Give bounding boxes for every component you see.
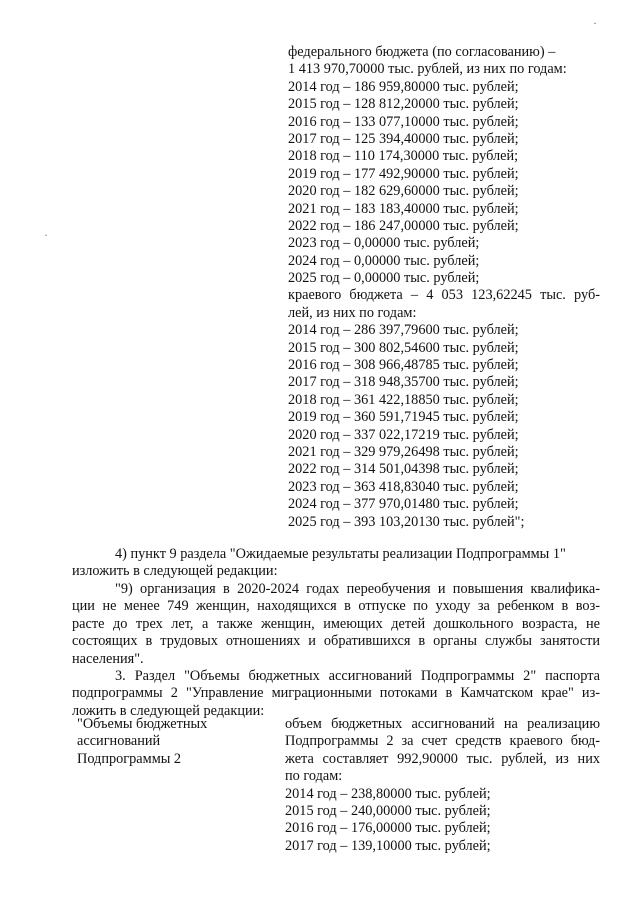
text-line: Подпрограммы 2 bbox=[77, 750, 182, 767]
text-line: состоящих в трудовых отношениях и обратившихся в органы службы занятости bbox=[72, 633, 600, 650]
text-line: 1 413 970,70000 тыс. рублей, из них по годам: bbox=[288, 61, 567, 78]
text-line: 2016 год – 133 077,10000 тыс. рублей; bbox=[288, 113, 519, 130]
text-line: 2020 год – 182 629,60000 тыс. рублей; bbox=[288, 183, 519, 200]
text-line: 2021 год – 183 183,40000 тыс. рублей; bbox=[288, 200, 519, 217]
text-line: ассигнований bbox=[77, 733, 161, 750]
text-line: 2016 год – 308 966,48785 тыс. рублей; bbox=[288, 357, 519, 374]
text-line: "Объемы бюджетных bbox=[77, 716, 208, 732]
text-line: 2025 год – 0,00000 тыс. рублей; bbox=[288, 270, 480, 287]
scan-speck: · bbox=[44, 228, 48, 242]
text-line: 2019 год – 177 492,90000 тыс. рублей; bbox=[288, 165, 519, 182]
text-line: краевого бюджета – 4 053 123,62245 тыс. руб- bbox=[288, 287, 600, 304]
text-line: ции не менее 749 женщин, находящихся в отпуске по уходу за ребенком в воз- bbox=[72, 598, 600, 615]
text-line: населения". bbox=[72, 650, 144, 667]
text-line: 2019 год – 360 591,71945 тыс. рублей; bbox=[288, 409, 519, 426]
text-line: ложить в следующей редакции: bbox=[72, 702, 265, 719]
item-4-paragraph bbox=[72, 546, 600, 581]
text-line: 2015 год – 128 812,20000 тыс. рублей; bbox=[288, 96, 519, 113]
budget-continuation-column bbox=[288, 44, 600, 531]
text-line: 2023 год – 0,00000 тыс. рублей; bbox=[288, 235, 480, 252]
section-3-paragraph bbox=[72, 668, 600, 720]
text-line: 2017 год – 139,10000 тыс. рублей; bbox=[285, 837, 491, 854]
text-line: 2015 год – 300 802,54600 тыс. рублей; bbox=[288, 339, 519, 356]
text-line: 2017 год – 318 948,35700 тыс. рублей; bbox=[288, 374, 519, 391]
text-line: 2024 год – 0,00000 тыс. рублей; bbox=[288, 252, 480, 269]
text-line: подпрограммы 2 "Управление миграционными потоками в Камчатском крае" из- bbox=[72, 685, 600, 702]
text-line: 2024 год – 377 970,01480 тыс. рублей; bbox=[288, 496, 519, 513]
text-line: 2020 год – 337 022,17219 тыс. рублей; bbox=[288, 426, 519, 443]
text-line: 2023 год – 363 418,83040 тыс. рублей; bbox=[288, 478, 519, 495]
text-line: 2014 год – 238,80000 тыс. рублей; bbox=[285, 785, 491, 802]
text-line: расте до трех лет, а также женщин, имеющих детей дошкольного возраста, не bbox=[72, 615, 600, 632]
text-line: 2022 год – 186 247,00000 тыс. рублей; bbox=[288, 217, 519, 234]
text-line: жета составляет 992,90000 тыс. рублей, из них bbox=[285, 750, 600, 767]
text-line: 2025 год – 393 103,20130 тыс. рублей"; bbox=[288, 513, 525, 530]
text-line: лей, из них по годам: bbox=[288, 304, 417, 321]
text-line: объем бюджетных ассигнований на реализацию bbox=[285, 716, 600, 732]
table-left-cell bbox=[77, 716, 267, 768]
text-line: 2016 год – 176,00000 тыс. рублей; bbox=[285, 820, 491, 837]
text-line: 4) пункт 9 раздела "Ожидаемые результаты реализации Подпрограммы 1" bbox=[115, 546, 566, 562]
text-line: 2014 год – 286 397,79600 тыс. рублей; bbox=[288, 322, 519, 339]
scan-speck: · bbox=[593, 16, 597, 30]
item-9-paragraph bbox=[72, 581, 600, 668]
text-line: Подпрограммы 2 за счет средств краевого бюд- bbox=[285, 733, 600, 750]
text-line: по годам: bbox=[285, 768, 343, 785]
table-right-cell bbox=[285, 716, 600, 855]
text-line: 2018 год – 110 174,30000 тыс. рублей; bbox=[288, 148, 519, 165]
text-line: 2018 год – 361 422,18850 тыс. рублей; bbox=[288, 391, 519, 408]
text-line: 2022 год – 314 501,04398 тыс. рублей; bbox=[288, 461, 519, 478]
text-line: "9) организация в 2020-2024 годах переобучения и повышения квалифика- bbox=[115, 581, 600, 597]
text-line: 2014 год – 186 959,80000 тыс. рублей; bbox=[288, 78, 519, 95]
text-line: изложить в следующей редакции: bbox=[72, 563, 278, 580]
text-line: 2021 год – 329 979,26498 тыс. рублей; bbox=[288, 443, 519, 460]
text-line: 2015 год – 240,00000 тыс. рублей; bbox=[285, 803, 491, 820]
text-line: 3. Раздел "Объемы бюджетных ассигнований Подпрограммы 2" паспорта bbox=[115, 668, 600, 684]
text-line: федерального бюджета (по согласованию) – bbox=[288, 44, 556, 60]
text-line: 2017 год – 125 394,40000 тыс. рублей; bbox=[288, 130, 519, 147]
